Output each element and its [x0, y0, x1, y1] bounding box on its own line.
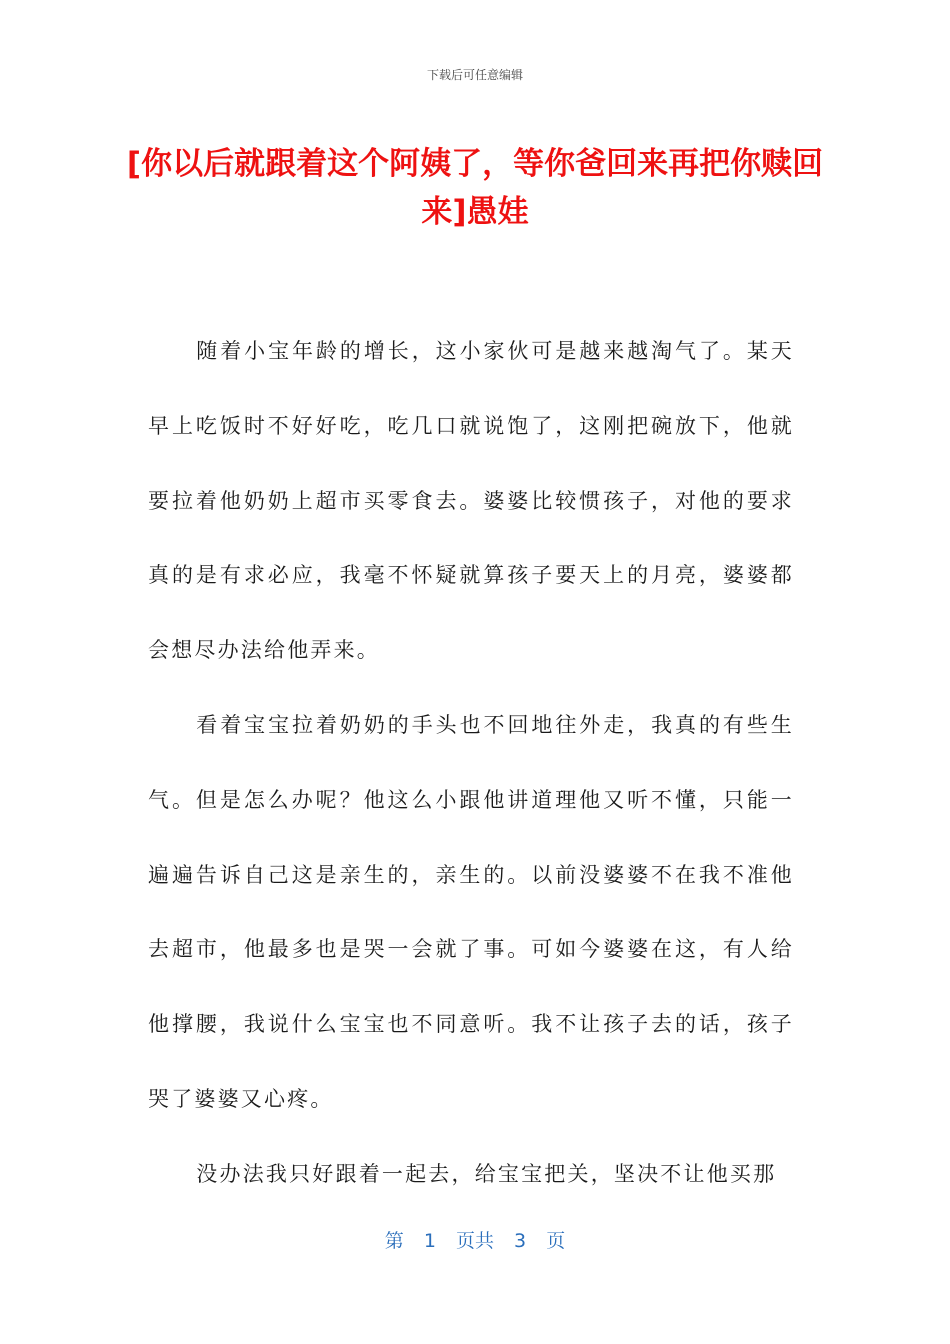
paragraph-3: 没办法我只好跟着一起去，给宝宝把关，坚决不让他买那 [196, 1161, 777, 1186]
header-note: 下载后可任意编辑 [426, 68, 523, 82]
page-label-prefix: 第 [384, 1230, 404, 1252]
document-body [148, 314, 794, 1212]
page-label-suffix: 页 [546, 1230, 566, 1252]
page-footer [0, 1226, 950, 1253]
page-label-middle: 页共 [455, 1230, 494, 1252]
total-pages-number: 3 [514, 1230, 527, 1252]
current-page-number: 1 [423, 1230, 436, 1252]
document-title: [你以后就跟着这个阿姨了，等你爸回来再把你赎回来]愚娃 [126, 146, 824, 230]
paragraph-2: 看着宝宝拉着奶奶的手头也不回地往外走，我真的有些生气。但是怎么办呢？他这么小跟他讲道理他又听不懂，只能一遍遍告诉自己这是亲生的，亲生的。以前没婆婆不在我不准他去超市，他最多也是哭一会就了事。可如今婆婆在这，有人给他撑腰，我说什么宝宝也不同意听。我不让孩子去的话，孩子哭了婆婆又心疼。 [148, 712, 794, 1111]
paragraph-1: 随着小宝年龄的增长，这小家伙可是越来越淘气了。某天早上吃饭时不好好吃，吃几口就说饱了，这刚把碗放下，他就要拉着他奶奶上超市买零食去。婆婆比较惯孩子，对他的要求真的是有求必应，我毫不怀疑就算孩子要天上的月亮，婆婆都会想尽办法给他弄来。 [148, 339, 794, 663]
